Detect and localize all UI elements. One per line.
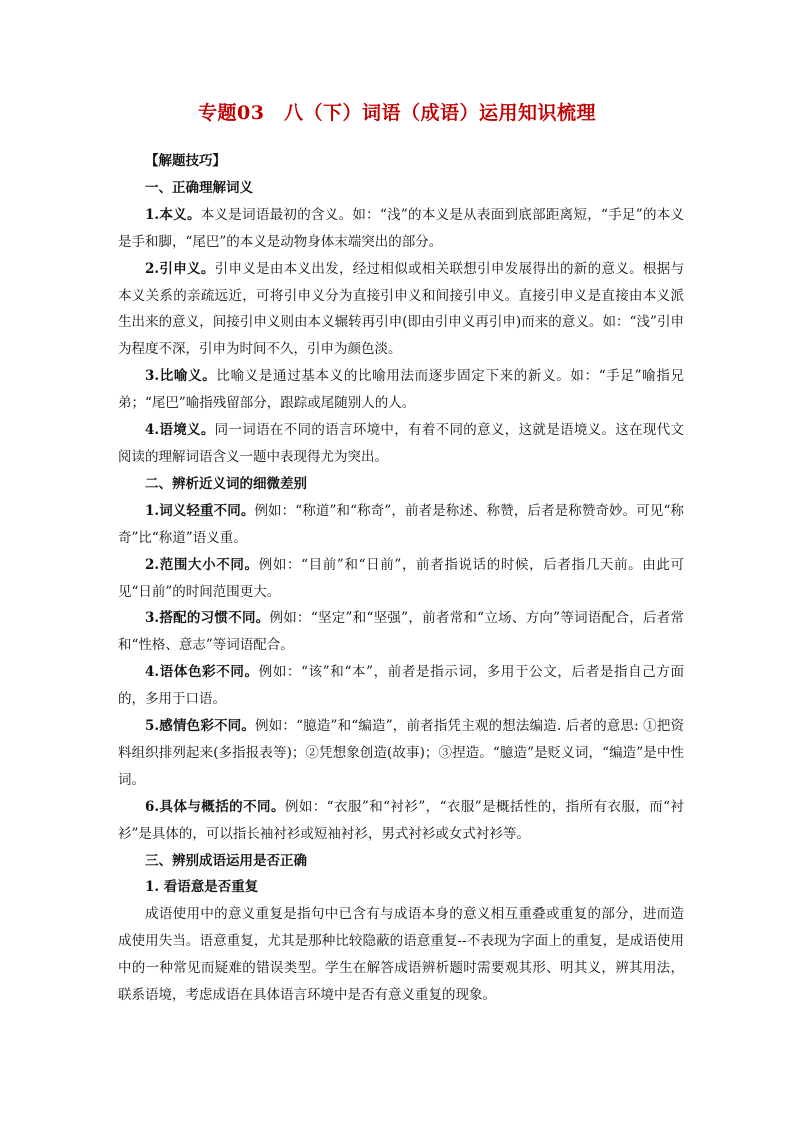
part2-item: [118, 794, 684, 848]
item-lead: 4.语体色彩不同。: [145, 664, 259, 681]
section-label: 【解题技巧】: [145, 153, 226, 169]
item-text: 例如：“坚定”和“坚强”，前者常和“立场、方向”等词语配合，后者常和“性格、意志”等词语配合。: [118, 610, 684, 654]
item-text: 例如：“臆造”和“编造”，前者指凭主观的想法编造. 后者的意思: ①把资料组织排列起来(多指报表等)；②凭想象创造(故事)；③捏造。“臆造”是贬义词，“编造”是中性词。: [118, 718, 685, 788]
item-text: 例如：“该”和“本”，前者是指示词，多用于公文，后者是指自己方面的，多用于口语。: [118, 664, 685, 708]
part1-item: [118, 256, 684, 364]
item-lead: 3.比喻义。: [145, 368, 217, 385]
part1-item: [118, 202, 684, 256]
item-lead: 6.具体与概括的不同。: [145, 798, 285, 815]
part3-paragraph: 成语使用中的意义重复是指句中已含有与成语本身的意义相互重叠或重复的部分，进而造成使用失当。语意重复，尤其是那种比较隐蔽的语意重复--不表现为字面上的重复，是成语使用中的一种常见而疑难的错误类型。学生在解答成语辨析题时需要观其形、明其义，辨其用法，联系语境，考虑成语在具体语言环境中是否有意义重复的现象。: [118, 906, 684, 1004]
item-text: 同一词语在不同的语言环境中，有着不同的意义，这就是语境义。这在现代文阅读的理解词语含义一题中表现得尤为突出。: [118, 422, 685, 465]
part1-heading: 一、正确理解词义: [145, 179, 253, 196]
item-text: 本义是词语最初的含义。如：“浅”的本义是从表面到底部距离短，“手足”的本义是手和脚，“尾巴”的本义是动物身体末端突出的部分。: [118, 206, 685, 250]
part2-item: [118, 659, 684, 713]
part2-item: [118, 605, 684, 659]
item-text: 引申义是由本义出发，经过相似或相关联想引申发展得出的新的意义。根据与本义关系的亲疏远近，可将引申义分为直接引申义和间接引申义。直接引申义是直接由本义派生出来的意义，间接引申义则由本义辗转再引申(即由引申义再引申)而来的意义。如：“浅”引申为程度不深，引申为时间不久，引申为颜色淡。: [118, 260, 685, 358]
part2-heading: 二、辨析近义词的细微差别: [145, 475, 307, 492]
part3-heading: 三、辨别成语运用是否正确: [145, 852, 307, 869]
document-body: [118, 148, 684, 1009]
item-lead: 1.本义。: [145, 206, 201, 223]
item-text: 例如：“目前”和“日前”，前者指说话的时候，后者指几天前。由此可见“日前”的时间范围更大。: [118, 556, 685, 600]
part3-subheading: 1. 看语意是否重复: [145, 879, 259, 896]
item-lead: 5.感情色彩不同。: [145, 718, 256, 735]
part1-item: [118, 363, 684, 417]
item-lead: 1.词义轻重不同。: [145, 502, 255, 519]
item-text: 例如：“衣服”和“衬衫”，“衣服”是概括性的，指所有衣服，而“衬衫”是具体的，可以指长袖衬衫或短袖衬衫，男式衬衫或女式衬衫等。: [118, 798, 685, 842]
page-title: 专题03 八（下）词语（成语）运用知识梳理: [198, 102, 596, 124]
item-lead: 4.语境义。: [145, 422, 215, 439]
item-lead: 2.引申义。: [145, 260, 215, 277]
item-lead: 3.搭配的习惯不同。: [145, 610, 270, 627]
part2-item: [118, 552, 684, 606]
item-lead: 2.范围大小不同。: [145, 556, 259, 573]
part2-item: [118, 713, 684, 794]
item-text: 比喻义是通过基本义的比喻用法而逐步固定下来的新义。如：“手足”喻指兄弟；“尾巴”喻指残留部分，跟踪或尾随别人的人。: [118, 368, 685, 412]
part2-item: [118, 498, 684, 552]
item-text: 例如：“称道”和“称奇”，前者是称述、称赞，后者是称赞奇妙。可见“称奇”比“称道”语义重。: [118, 502, 684, 546]
part1-item: [118, 417, 684, 471]
